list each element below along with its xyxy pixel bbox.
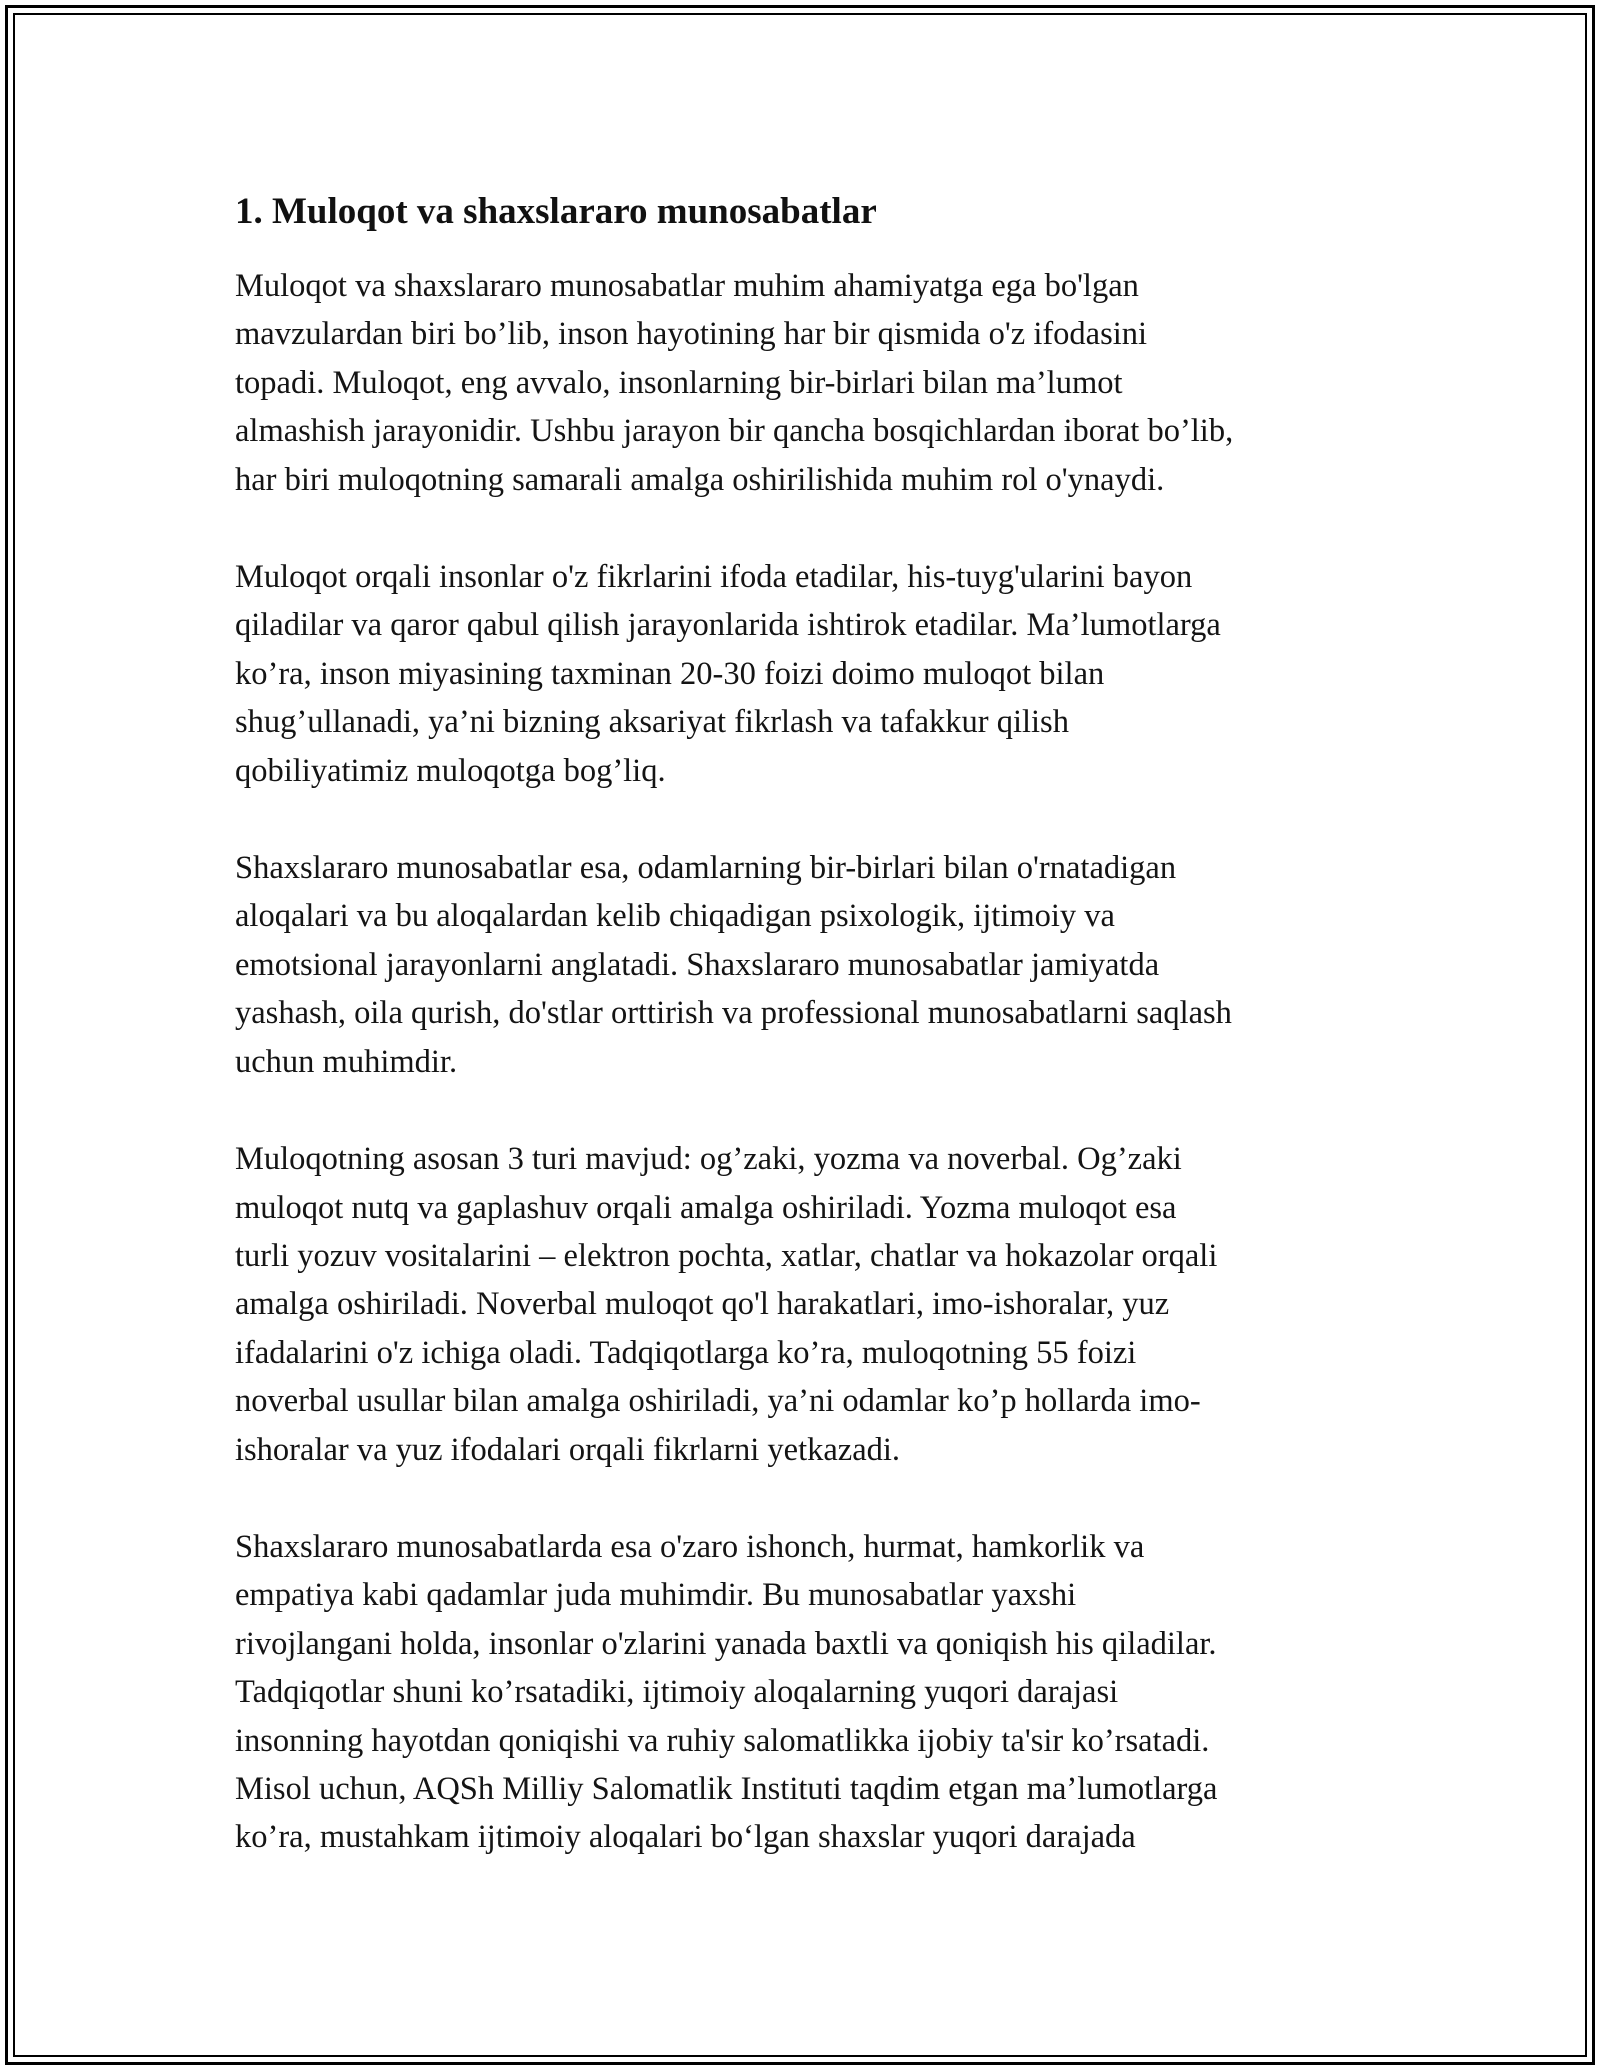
section-title: 1. Muloqot va shaxslararo munosabatlar: [235, 191, 877, 232]
paragraph-1: Muloqot va shaxslararo munosabatlar muhim ahamiyatga ega bo'lgan mavzulardan biri bo’lib, inson hayotining har bir qismida o'z ifodasini topadi. Muloqot, eng avvalo, insonlarning bir-birlari bilan ma’lumot almashish jarayonidir. Ushbu jarayon bir qancha bosqichlardan iborat bo’lib, har biri muloqotning samarali amalga oshirilishida muhim rol o'ynaydi.: [235, 268, 1234, 498]
paragraph-2: Muloqot orqali insonlar o'z fikrlarini ifoda etadilar, his-tuyg'ularini bayon qiladilar va qaror qabul qilish jarayonlarida ishtirok etadilar. Ma’lumotlarga ko’ra, inson miyasining taxminan 20-30 foizi doimo muloqot bilan shug’ullanadi, ya’ni bizning aksariyat fikrlash va tafakkur qilish qobiliyatimiz muloqotga bog’liq.: [235, 559, 1221, 789]
paragraph-3: Shaxslararo munosabatlar esa, odamlarning bir-birlari bilan o'rnatadigan aloqalari va bu aloqalardan kelib chiqadigan psixologik, ijtimoiy va emotsional jarayonlarni anglatadi. Shaxslararo munosabatlar jamiyatda yashash, oila qurish, do'stlar orttirish va professional munosabatlarni saqlash uchun muhimdir.: [235, 850, 1232, 1080]
document-body: [235, 190, 1385, 1911]
paragraph-4: Muloqotning asosan 3 turi mavjud: og’zaki, yozma va noverbal. Og’zaki muloqot nutq va gaplashuv orqali amalga oshiriladi. Yozma muloqot esa turli yozuv vositalarini – elektron pochta, xatlar, chatlar va hokazolar orqali amalga oshiriladi. Noverbal muloqot qo'l harakatlari, imo-ishoralar, yuz ifadalarini o'z ichiga oladi. Tadqiqotlarga ko’ra, muloqotning 55 foizi noverbal usullar bilan amalga oshiriladi, ya’ni odamlar ko’p hollarda imo- ishoralar va yuz ifodalari orqali fikrlarni yetkazadi.: [235, 1141, 1218, 1468]
paragraph-5: Shaxslararo munosabatlarda esa o'zaro ishonch, hurmat, hamkorlik va empatiya kabi qadamlar juda muhimdir. Bu munosabatlar yaxshi rivojlangani holda, insonlar o'zlarini yanada baxtli va qoniqish his qiladilar. Tadqiqotlar shuni ko’rsatadiki, ijtimoiy aloqalarning yuqori darajasi insonning hayotdan qoniqishi va ruhiy salomatlikka ijobiy ta'sir ko’rsatadi. Misol uchun, AQSh Milliy Salomatlik Instituti taqdim etgan ma’lumotlarga ko’ra, mustahkam ijtimoiy aloqalari bo‘lgan shaxslar yuqori darajada: [235, 1528, 1218, 1856]
